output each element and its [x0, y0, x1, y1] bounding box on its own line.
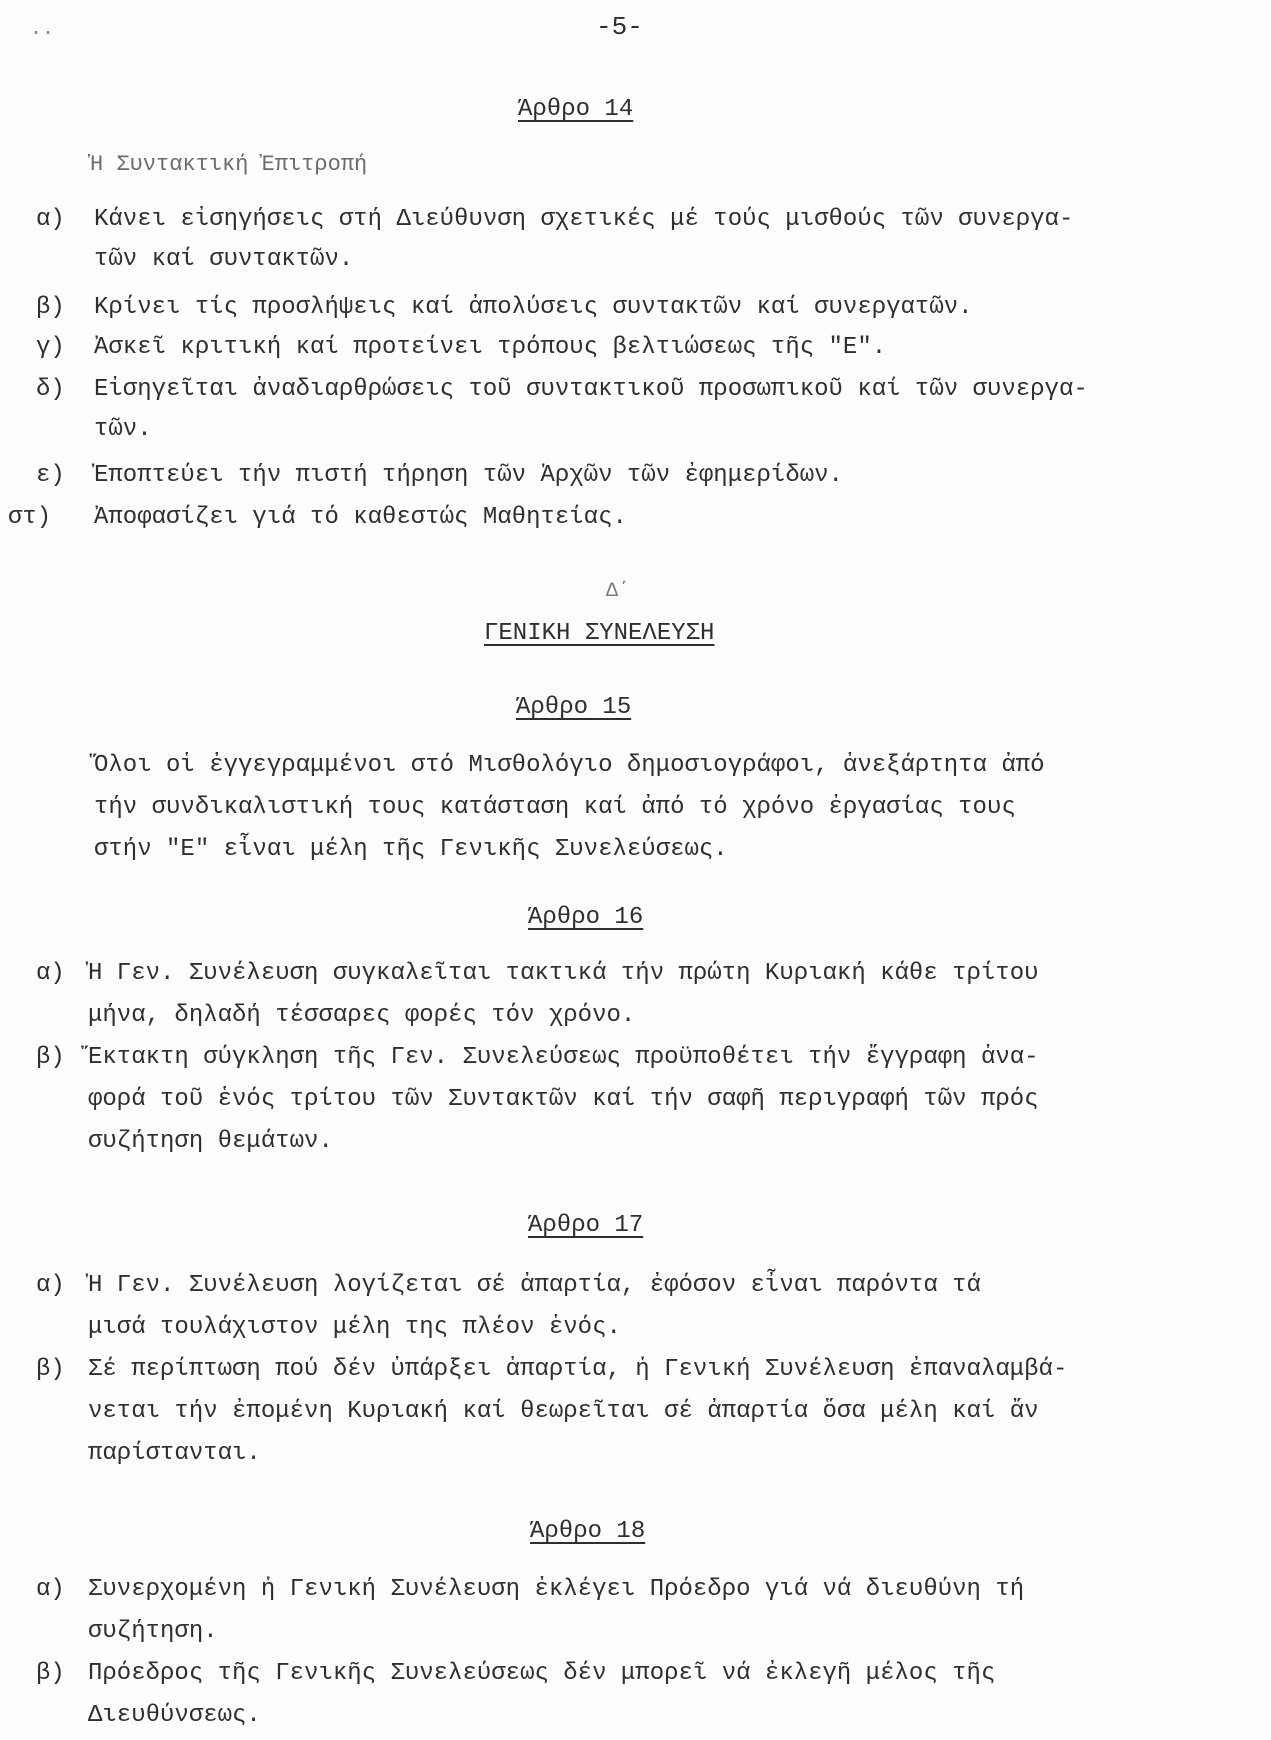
- item-line: μήνα, δηλαδή τέσσαρες φορές τόν χρόνο.: [88, 1002, 636, 1029]
- item-line: Ἔκτακτη σύγκληση τῆς Γεν. Συνελεύσεως προϋποθέτει τήν ἔγγραφη ἀνα-: [88, 1044, 1039, 1071]
- article-16-heading: Άρθρο 16: [528, 904, 644, 931]
- item-line: Κρίνει τίς προσλήψεις καί ἀπολύσεις συντακτῶν καί συνεργατῶν.: [94, 294, 973, 321]
- item-line: Κάνει εἰσηγήσεις στή Διεύθυνση σχετικές μέ τούς μισθούς τῶν συνεργα-: [94, 206, 1074, 233]
- item-line: Ἡ Γεν. Συνέλευση συγκαλεῖται τακτικά τήν πρώτη Κυριακή κάθε τρίτου: [88, 960, 1039, 987]
- item-label: ε): [36, 462, 65, 489]
- article-17-heading: Άρθρο 17: [528, 1212, 644, 1239]
- item-line: νεται τήν ἐπομένη Κυριακή καί θεωρεῖται σέ ἀπαρτία ὅσα μέλη καί ἄν: [88, 1398, 1039, 1425]
- item-label: β): [36, 1660, 65, 1687]
- item-line: τῶν καί συντακτῶν.: [94, 246, 354, 273]
- article-15-heading: Άρθρο 15: [516, 694, 632, 721]
- item-label: α): [36, 1272, 65, 1299]
- item-line: Ἀποφασίζει γιά τό καθεστώς Μαθητείας.: [94, 504, 627, 531]
- page-number: -5-: [596, 12, 643, 42]
- item-line: Ἐποπτεύει τήν πιστή τήρηση τῶν Ἀρχῶν τῶν ἐφημερίδων.: [94, 462, 843, 489]
- article-15-line: στήν "Ε" εἶναι μέλη τῆς Γενικῆς Συνελεύσεως.: [94, 836, 728, 863]
- item-line: τῶν.: [94, 416, 152, 443]
- article-18-heading: Άρθρο 18: [530, 1518, 646, 1545]
- item-label: στ): [8, 504, 52, 531]
- article-14-intro: Ἡ Συντακτική Ἐπιτροπή: [90, 152, 368, 177]
- item-line: Ἡ Γεν. Συνέλευση λογίζεται σέ ἀπαρτία, ἐφόσον εἶναι παρόντα τά: [88, 1272, 981, 1299]
- item-line: συζήτηση.: [88, 1618, 218, 1645]
- item-line: Σέ περίπτωση πού δέν ὑπάρξει ἀπαρτία, ἡ Γενική Συνέλευση ἐπαναλαμβά-: [88, 1356, 1068, 1383]
- item-line: παρίστανται.: [88, 1440, 261, 1467]
- item-label: α): [36, 206, 65, 233]
- article-14-heading: Άρθρο 14: [518, 96, 634, 123]
- item-line: Πρόεδρος τῆς Γενικῆς Συνελεύσεως δέν μπορεῖ νά ἐκλεγῆ μέλος τῆς: [88, 1660, 996, 1687]
- item-label: β): [36, 1356, 65, 1383]
- item-label: β): [36, 1044, 65, 1071]
- article-15-line: Ὅλοι οἱ ἐγγεγραμμένοι στό Μισθολόγιο δημοσιογράφοι, ἀνεξάρτητα ἀπό: [94, 752, 1045, 779]
- section-letter: Δ΄: [606, 580, 631, 603]
- item-line: Ἀσκεῖ κριτική καί προτείνει τρόπους βελτιώσεως τῆς "Ε".: [94, 334, 887, 361]
- item-line: συζήτηση θεμάτων.: [88, 1128, 333, 1155]
- item-line: φορά τοῦ ἑνός τρίτου τῶν Συντακτῶν καί τήν σαφῆ περιγραφή τῶν πρός: [88, 1086, 1039, 1113]
- item-label: γ): [36, 334, 65, 361]
- item-label: α): [36, 960, 65, 987]
- item-label: β): [36, 294, 65, 321]
- item-label: δ): [36, 376, 65, 403]
- item-line: μισά τουλάχιστον μέλη της πλέον ἑνός.: [88, 1314, 621, 1341]
- item-line: Εἰσηγεῖται ἀναδιαρθρώσεις τοῦ συντακτικοῦ προσωπικοῦ καί τῶν συνεργα-: [94, 376, 1088, 403]
- article-15-line: τήν συνδικαλιστική τους κατάσταση καί ἀπό τό χρόνο ἐργασίας τους: [94, 794, 1016, 821]
- item-line: Διευθύνσεως.: [88, 1702, 261, 1729]
- corner-mark: ..: [30, 18, 55, 41]
- item-line: Συνερχομένη ἡ Γενική Συνέλευση ἐκλέγει Πρόεδρο γιά νά διευθύνη τή: [88, 1576, 1025, 1603]
- item-label: α): [36, 1576, 65, 1603]
- section-title: ΓΕΝΙΚΗ ΣΥΝΕΛΕΥΣΗ: [484, 620, 715, 647]
